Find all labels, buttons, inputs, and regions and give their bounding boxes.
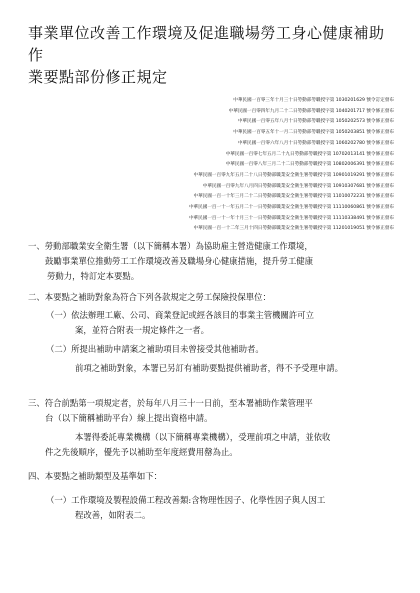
history-line: 中華民國一百零三年十月三十日勞動部勞職授字第 1030201629 號令訂定發布 xyxy=(233,98,394,103)
section-3-line-2: 台（以下簡稱補助平台）線上提出資格申請。 xyxy=(45,413,213,424)
section-3-note-cont: 件之先後順序，優先予以補助至年度經費用罄為止。 xyxy=(45,447,238,458)
section-2-heading: 二、本要點之補助對象為符合下列各款規定之勞工保險投保單位： xyxy=(28,292,271,303)
document-title xyxy=(28,22,394,88)
history-line: 中華民國一百一十一年五月二十一日勞動部職業安全衛生署勞職授字第 11110060861 號令修正發布 xyxy=(188,205,394,211)
title-line-2: 業要點部份修正規定 xyxy=(28,68,168,86)
section-4-item-1: （一）工作環境及製程設備工程改善類:含物理性因子、化學性因子與人因工 xyxy=(46,495,326,506)
history-line: 中華民國一百零五年十一月二日勞動部勞職授字第 1050203851 號令修正發布 xyxy=(233,130,394,136)
document-body xyxy=(28,239,394,523)
history-line: 中華民國一百零四年九月二十二日勞動部勞職授字第 1040201717 號令修正發布 xyxy=(228,108,394,114)
history-line: 中華民國一百零五年八月十日勞動部勞職授字第 1050202573 號令修正發布 xyxy=(237,119,394,125)
history-line: 中華民國一百一十二年三月十四日勞動部職業安全衛生署勞職授字第 11201019051 號令修正發布 xyxy=(193,226,394,232)
section-2-item-2: （二）所提出補助申請案之補助項目未曾接受其他補助者。 xyxy=(46,344,264,355)
section-4-item-1-cont: 程改善，如附表二。 xyxy=(75,510,151,521)
section-1-line-3: 勞動力，特訂定本要點。 xyxy=(47,271,140,282)
section-2-note: 前項之補助對象，本署已另訂有補助要點提供補助者，得不予受理申請。 xyxy=(75,363,343,374)
history-line: 中華民國一百零九年八月四日勞動部職業安全衛生署勞職授字第 10910307681 號令修正發布 xyxy=(202,183,394,189)
title-line-1: 事業單位改善工作環境及促進職場勞工身心健康補助作 xyxy=(28,24,385,64)
section-3 xyxy=(28,396,394,460)
section-2-item-1: （一）依法辦理工廠、公司、商業登記或經各該目的事業主管機關許可立 xyxy=(46,310,314,321)
history-line: 中華民國一百一十年三月二十二日勞動部職業安全衛生署勞職授字第 11010072231 號令修正發布 xyxy=(193,194,394,200)
history-line: 中華民國一百零九年五月二十八日勞動部職業安全衛生署勞職授字第 10901019291 號令修正發布 xyxy=(193,172,394,178)
section-1-line-1: 一、勞動部職業安全衛生署（以下簡稱本署）為協助雇主營造健康工作環境， xyxy=(28,241,313,252)
section-2 xyxy=(28,291,394,376)
history-line: 中華民國一百零七年五月二十九日勞動部勞職授字第 10702013141 號令修正發布 xyxy=(225,151,394,157)
section-1-line-2: 鼓勵事業單位推動勞工工作環境改善及職場身心健康措施，提升勞工健康 xyxy=(45,256,313,267)
section-3-line-1: 三、符合前點第一項規定者，於每年八月三十一日前，至本署補助作業管理平 xyxy=(28,398,313,409)
section-1 xyxy=(28,239,394,284)
section-4-heading: 四、本要點之補助類型及基準如下： xyxy=(28,471,162,482)
section-4 xyxy=(28,470,394,523)
history-line: 中華民國一百零八年三月二十二日勞動部勞職授字第 10802006391 號令修正發布 xyxy=(225,162,394,168)
section-3-note: 本署得委託專業機構（以下簡稱專業機構），受理前項之申請，並依收 xyxy=(75,432,331,443)
history-line: 中華民國一百一十一年十月三十一日勞動部職業安全衛生署勞職授字第 11110338491 號令修正發布 xyxy=(188,215,394,221)
section-2-item-1-cont: 案，並符合附表一規定條件之一者。 xyxy=(75,325,209,336)
amendment-history xyxy=(28,96,394,235)
history-line: 中華民國一百零六年八月十日勞動部勞職授字第 1060202780 號令修正發布 xyxy=(237,140,394,146)
